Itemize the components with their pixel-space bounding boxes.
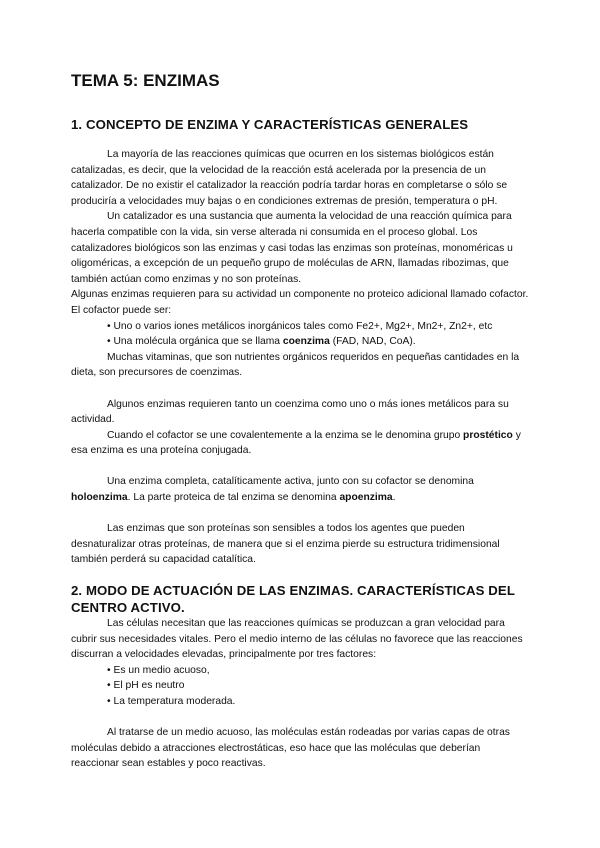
term-holoenzima: holoenzima: [71, 492, 128, 504]
paragraph: Cuando el cofactor se une covalentemente a la enzima se le denomina grupo prostético y esa enzima es una proteína conjugada.: [71, 429, 521, 457]
list-item: • El pH es neutro: [107, 680, 185, 692]
paragraph: Al tratarse de un medio acuoso, las moléculas están rodeadas por varias capas de otras moléculas debido a atracciones electrostáticas, eso hace que las moléculas que deberían reaccionar sean estables y poco reactivas.: [71, 727, 510, 770]
paragraph: Las células necesitan que las reacciones químicas se produzcan a gran velocidad para cubrir sus necesidades vitales. Pero el medio interno de las células no favorece que las reacciones discurran a velocidades elevadas, principalmente por tres factores:: [71, 618, 523, 661]
document-title: TEMA 5: ENZIMAS: [71, 71, 220, 90]
paragraph: Una enzima completa, catalíticamente activa, junto con su cofactor se denomina holoenzima. La parte proteica de tal enzima se denomina apoenzima.: [71, 476, 474, 504]
list-item: • Es un medio acuoso,: [107, 664, 210, 676]
paragraph: Muchas vitaminas, que son nutrientes orgánicos requeridos en pequeñas cantidades en la dieta, son precursores de coenzimas.: [71, 351, 520, 379]
paragraph: La mayoría de las reacciones químicas que ocurren en los sistemas biológicos están catalizadas, es decir, que la velocidad de la reacción está acelerada por la presencia de un catalizador. De no existir el catalizador la reacción podría tardar horas en completarse o sólo se produciría a velocidades muy bajas o en condiciones extremas de presión, temperatura o pH.: [71, 149, 508, 207]
paragraph: Las enzimas que son proteínas son sensibles a todos los agentes que pueden desnaturalizar otras proteínas, de manera que si el enzima pierde su estructura tridimensional también perderá su capacidad catalítica.: [71, 523, 500, 566]
list-item: • La temperatura moderada.: [107, 696, 236, 707]
term-apoenzima: apoenzima: [339, 492, 393, 504]
list-item: • Uno o varios iones metálicos inorgánicos tales como Fe2+, Mg2+, Mn2+, Zn2+, etc: [107, 320, 493, 332]
paragraph: Algunas enzimas requieren para su actividad un componente no proteico adicional llamado cofactor. El cofactor puede ser:: [71, 289, 529, 316]
term-coenzima: coenzima: [282, 336, 330, 348]
section-2-heading: 2. MODO DE ACTUACIÓN DE LAS ENZIMAS. CARACTERÍSTICAS DEL CENTRO ACTIVO.: [71, 583, 515, 616]
section-1-heading: 1. CONCEPTO DE ENZIMA Y CARACTERÍSTICAS GENERALES: [71, 117, 469, 132]
paragraph: Un catalizador es una sustancia que aumenta la velocidad de una reacción química para hacerla compatible con la vida, sin verse alterada ni consumida en el proceso global. Los catalizadores biológicos son las enzimas y casi todas las enzimas son proteínas, monoméricas u oligoméricas, a excepción de un pequeño grupo de moléculas de ARN, llamadas ribozimas, que también actúan como enzimas y no son proteínas.: [71, 211, 513, 285]
term-prostetico: prostético: [463, 429, 513, 441]
cofactor-list: [71, 319, 531, 350]
list-item: • Una molécula orgánica que se llama coenzima (FAD, NAD, CoA).: [107, 336, 416, 348]
document-content: [71, 70, 531, 772]
paragraph: Algunos enzimas requieren tanto un coenzima como uno o más iones metálicos para su actividad.: [71, 398, 509, 426]
factors-list: [71, 663, 531, 710]
